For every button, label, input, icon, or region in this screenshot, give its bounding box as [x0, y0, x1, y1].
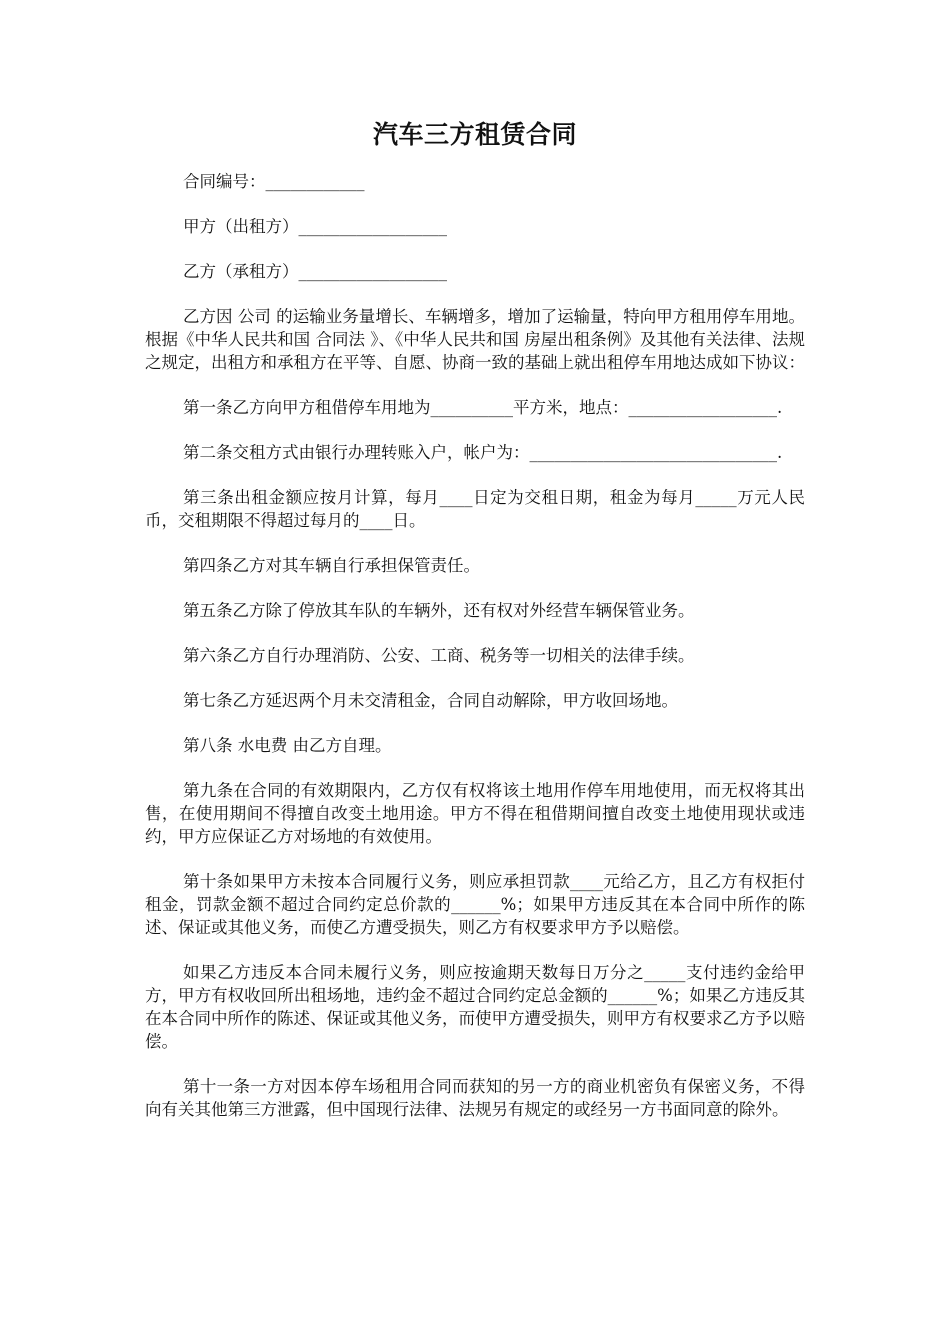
article-10-continued: 如果乙方违反本合同未履行义务，则应按逾期天数每日万分之_____支付违约金给甲方，甲方有权收回所出租场地，违约金不超过合同约定总金额的______%；如果乙方违反其在本合同中所作的陈述、保证或其他义务，而使甲方遭受损失，则甲方有权要求乙方予以赔偿。 [145, 963, 805, 1051]
article-11: 第十一条一方对因本停车场租用合同而获知的另一方的商业机密负有保密义务，不得向有关其他第三方泄露，但中国现行法律、法规另有规定的或经另一方书面同意的除外。 [145, 1077, 805, 1119]
document-title: 汽车三方租赁合同 [372, 120, 577, 149]
document-page [145, 118, 805, 1143]
article-6: 第六条乙方自行办理消防、公安、工商、税务等一切相关的法律手续。 [183, 646, 695, 665]
article-3: 第三条出租金额应按月计算，每月____日定为交租日期，租金为每月_____万元人民币，交租期限不得超过每月的____日。 [145, 488, 805, 530]
article-4: 第四条乙方对其车辆自行承担保管责任。 [183, 556, 480, 575]
article-1: 第一条乙方向甲方租借停车用地为__________平方米，地点：__________________. [183, 398, 783, 417]
party-b-field: 乙方（承租方）__________________ [183, 262, 447, 281]
article-10: 第十条如果甲方未按本合同履行义务，则应承担罚款____元给乙方，且乙方有权拒付租金，罚款金额不超过合同约定总价款的______%；如果甲方违反其在本合同中所作的陈述、保证或其他义务，而使乙方遭受损失，则乙方有权要求甲方予以赔偿。 [145, 872, 805, 937]
article-8: 第八条 水电费 由乙方自理。 [183, 736, 392, 755]
contract-number-field: 合同编号：____________ [183, 172, 365, 191]
article-5: 第五条乙方除了停放其车队的车辆外，还有权对外经营车辆保管业务。 [183, 601, 695, 620]
party-a-field: 甲方（出租方）__________________ [183, 217, 447, 236]
article-7: 第七条乙方延迟两个月未交清租金，合同自动解除，甲方收回场地。 [183, 691, 678, 710]
article-9: 第九条在合同的有效期限内，乙方仅有权将该土地用作停车用地使用，而无权将其出售，在使用期间不得擅自改变土地用途。甲方不得在租借期间擅自改变土地使用现状或违约，甲方应保证乙方对场地的有效使用。 [145, 781, 805, 846]
preamble-paragraph: 乙方因 公司 的运输业务量增长、车辆增多，增加了运输量，特向甲方租用停车用地。根据《中华人民共和国 合同法 》、《中华人民共和国 房屋出租条例》及其他有关法律、法规之规定，出租方和承租方在平等、自愿、协商一致的基础上就出租停车用地达成如下协议： [145, 307, 805, 372]
article-2: 第二条交租方式由银行办理转账入户，帐户为：______________________________. [183, 443, 783, 462]
